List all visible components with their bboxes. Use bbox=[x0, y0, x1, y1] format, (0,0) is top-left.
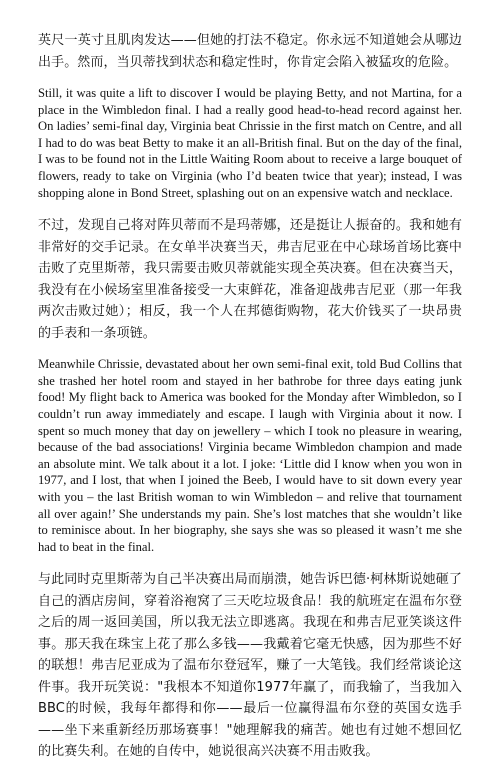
paragraph-zh-3: 与此同时克里斯蒂为自己半决赛出局而崩溃，她告诉巴德·柯林斯说她砸了自己的酒店房间，穿着浴袍窝了三天吃垃圾食品！我的航班定在温布尔登之后的周一返回美国，所以我无法立即逃离。我现在和弗吉尼亚笑谈这件事。那天我在珠宝上花了那么多钱——我戴着它毫无快感，因为那些不好的联想！弗吉尼亚成为了温布尔登冠军，赚了一大笔钱。我们经常谈论这件事。我开玩笑说："我根本不知道你1977年赢了，而我输了，当我加入BBC的时候，我每年都得和你——最后一位赢得温布尔登的英国女选手——坐下来重新经历那场赛事！"她理解我的痛苦。她也有过她不想回忆的比赛失利。在她的自传中，她说很高兴决赛不用击败我。 bbox=[38, 572, 462, 760]
paragraph-en-1: Still, it was quite a lift to discover I would be playing Betty, and not Martina, for a place in the Wimbledon final. I had a really good head-to-head record against her. On ladies’ semi-final day, Virginia beat Chrissie in the first match on Centre, and all I had to do was beat Betty to make it an all-British final. But on the day of the final, I was to be found not in the Little Waiting Room about to receive a large bouquet of flowers, ready to take on Virginia (who I’d beaten twice that year); instead, I was shopping alone in Bond Street, splashing out on an expensive watch and necklace. bbox=[38, 86, 462, 200]
paragraph-en-2: Meanwhile Chrissie, devastated about her own semi-final exit, told Bud Collins that she trashed her hotel room and stayed in her bathrobe for three days eating junk food! My flight back to America was booked for the Monday after Wimbledon, so I couldn’t run away immediately and escape. I laugh with Virginia about it now. I spent so much money that day on jewellery – which I took no pleasure in wearing, because of the bad associations! Virginia became Wimbledon champion and made an absolute mint. We talk about it a lot. I joke: ‘Little did I know when you won in 1977, and I lost, that when I joined the Beeb, I would have to sit down every year with you – the last British woman to win Wimbledon – and relive that tournament all over again!’ She understands my pain. She’s lost matches that she wouldn’t like to reminisce about. In her biography, she says she was so pleased it wasn’t me she had to beat in the final. bbox=[38, 357, 462, 554]
paragraph-zh-2: 不过，发现自己将对阵贝蒂而不是玛蒂娜，还是挺让人振奋的。我和她有非常好的交手记录。在女单半决赛当天，弗吉尼亚在中心球场首场比赛中击败了克里斯蒂，我只需要击败贝蒂就能实现全英决赛。但在决赛当天，我没有在小候场室里准备接受一大束鲜花，准备迎战弗吉尼亚（那一年我两次击败过她）；相反，我一个人在邦德街购物，花大价钱买了一块昂贵的手表和一条项链。 bbox=[38, 218, 462, 341]
document-page bbox=[38, 30, 462, 763]
paragraph-zh-1: 英尺一英寸且肌肉发达——但她的打法不稳定。你永远不知道她会从哪边出手。然而，当贝蒂找到状态和稳定性时，你肯定会陷入被猛攻的危险。 bbox=[38, 33, 462, 70]
